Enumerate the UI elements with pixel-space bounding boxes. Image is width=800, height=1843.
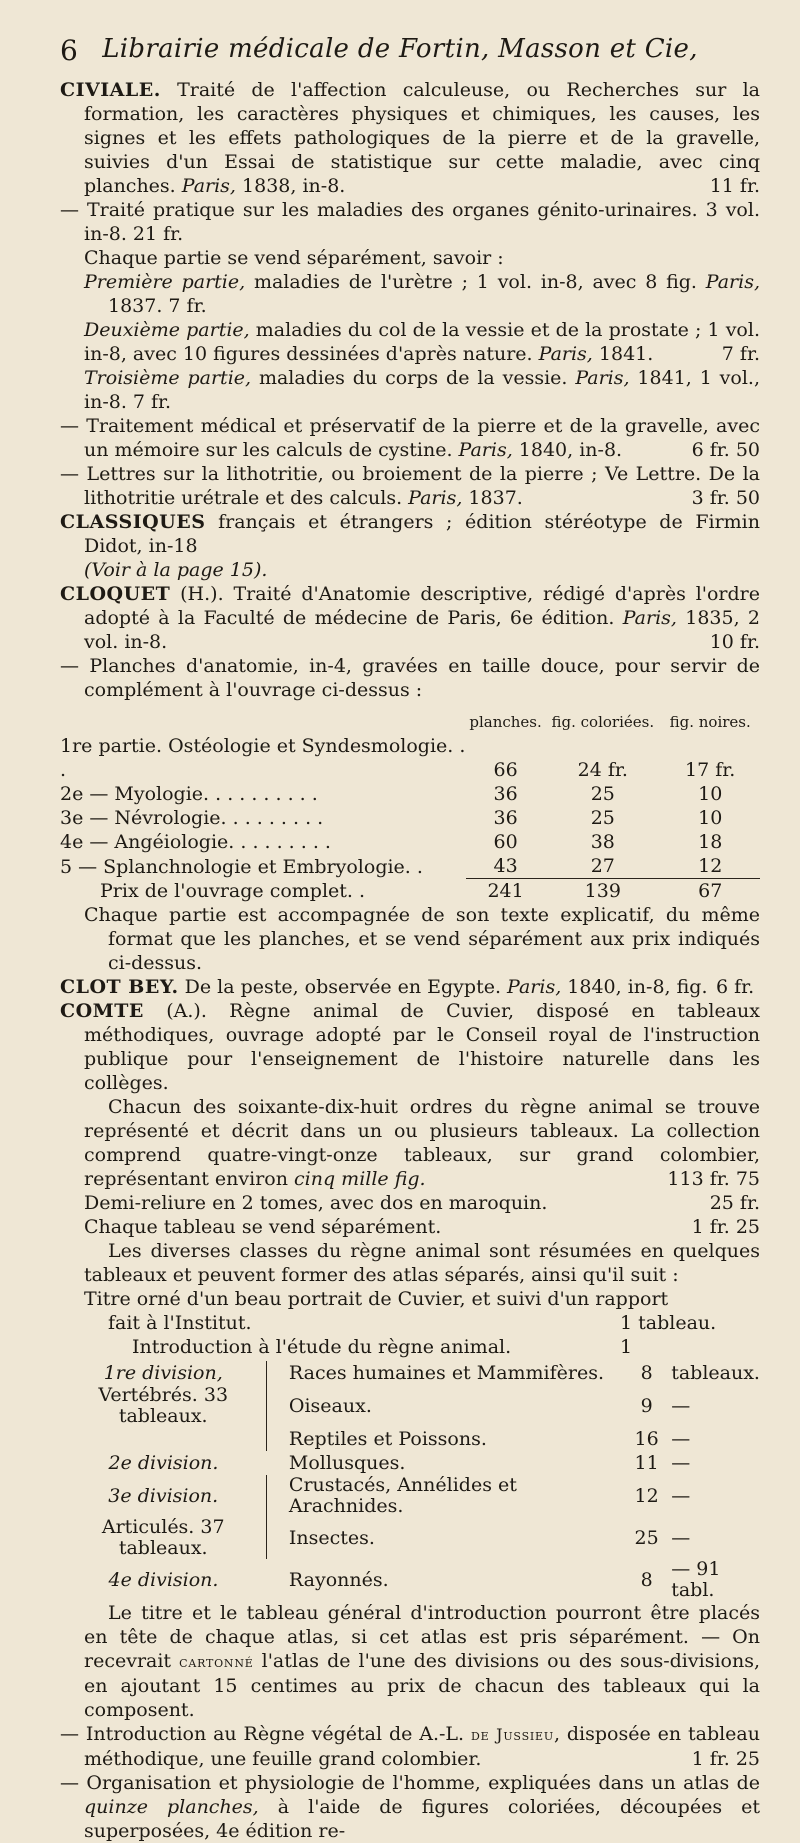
entry-civiale-3: — Traitement médical et préservatif de la pierre et de la gravelle, avec un mémoire sur les calculs de cystine. Paris, 1840, in-8. 6 fr. 50 [60, 415, 760, 461]
table-row: Articulés. 37 tableaux. Insectes. 25 — [101, 1516, 691, 1559]
price: 7 fr. [721, 343, 760, 365]
plates-table [60, 710, 760, 903]
table-header [60, 710, 760, 734]
catalog-body [60, 78, 760, 1843]
running-title: Librairie médicale de Fortin, Masson et Cie, [102, 34, 698, 64]
brace [267, 1475, 283, 1559]
entry-cloquet-2: — Planches d'anatomie, in-4, gravées en taille douce, pour servir de complément à l'ouvrage ci-dessus : [60, 655, 760, 701]
author-name: CIVIALE. [60, 79, 161, 101]
price: 3 fr. 50 [691, 487, 760, 509]
single-sale-line: Chaque tableau se vend séparément. 1 fr. 25 [84, 1216, 760, 1238]
table-row: 4e division. Rayonnés. 8 — 91 tabl. [108, 1558, 721, 1601]
price: 1 fr. 25 [691, 1748, 760, 1770]
table-row: 4e — Angéiologie. . . . . . . . . 60 38 18 [60, 831, 723, 853]
col-header: planches. [469, 713, 542, 731]
price: 6 fr. [715, 976, 755, 998]
table-row: 5 — Splanchnologie et Embryologie. . 43 27 12 [60, 855, 723, 878]
entry-clot-bey: CLOT BEY. De la peste, observée en Egypte. Paris, 1840, in-8, fig. 6 fr. [60, 975, 760, 999]
table-row: 2e — Myologie. . . . . . . . . . 36 25 10 [60, 783, 723, 805]
table-row: Vertébrés. 33 tableaux. Oiseaux. 9 — [98, 1384, 691, 1427]
entry-comte-3: — Organisation et physiologie de l'homme, expliquées dans un atlas de quinze planches, à l'aide de figures coloriées, découpées et superposées, 4e édition re- [60, 1772, 760, 1842]
table-row: 3e — Névrologie. . . . . . . . . 36 25 10 [60, 807, 723, 829]
description: Les diverses classes du règne animal sont résumées en quelques tableaux et peuvent former des atlas séparés, ainsi qu'il suit : [84, 1240, 760, 1286]
table-total-row: Prix de l'ouvrage complet. . 241 139 67 [60, 879, 760, 904]
price: 11 fr. [709, 175, 760, 197]
title-line-2: fait à l'Institut. 1 tableau. [108, 1312, 717, 1334]
divisions-table [60, 1361, 760, 1601]
price: 10 fr. [709, 631, 760, 653]
entry-civiale: CIVIALE. Traité de l'affection calculeuse, ou Recherches sur la formation, les caractères physiques et chimiques, les causes, les signes et les effets pathologiques de la pierre et de la gravelle, suivies d'un Essai de statistique sur cette maladie, avec cinq planches. Paris, 1838, in-8. 11 fr. [60, 79, 760, 197]
entry-comte: COMTE (A.). Règne animal de Cuvier, disposé en tableaux méthodiques, ouvrage adopté par le Conseil royal de l'instruction publique pour l'enseignement de l'histoire naturelle dans les collèges. [60, 1000, 760, 1094]
cross-reference: (Voir à la page 15). [84, 559, 268, 581]
note: Chaque partie est accompagnée de son texte explicatif, du même format que les planches, et se vend séparément aux prix indiqués ci-dessus. [84, 904, 760, 974]
price: 1 fr. 25 [691, 1216, 760, 1238]
brace [267, 1361, 283, 1451]
author-name: COMTE [60, 1000, 144, 1022]
author-name: CLOT BEY. [60, 976, 179, 998]
part-1: Première partie, maladies de l'urètre ; 1 vol. in-8, avec 8 fig. Paris, 1837. 7 fr. [84, 271, 760, 317]
part-2: Deuxième partie, maladies du col de la vessie et de la prostate ; 1 vol. in-8, avec 10 figures dessinées d'après nature. Paris, 1841. 7 fr. [84, 319, 760, 365]
author-name: CLOQUET [60, 583, 171, 605]
note: Chaque partie se vend séparément, savoir : [84, 247, 504, 269]
page-header [0, 30, 800, 70]
binding-line: Demi-reliure en 2 tomes, avec dos en maroquin. 25 fr. [84, 1192, 760, 1214]
entry-classiques: CLASSIQUES français et étrangers ; édition stéréotype de Firmin Didot, in-18 [60, 511, 760, 557]
price: 113 fr. 75 [667, 1168, 760, 1190]
description: Le titre et le tableau général d'introduction pourront être placés en tête de chaque atlas, si cet atlas est pris séparément. — On recevrait cartonné l'atlas de l'une des divisions ou des sous-divisions, en ajoutant 15 centimes au prix de chacun des tableaux qui la composent. [84, 1602, 760, 1721]
col-header: fig. noires. [669, 713, 751, 731]
price: 6 fr. 50 [691, 439, 760, 461]
description: Chacun des soixante-dix-huit ordres du règne animal se trouve représenté et décrit dans un ou plusieurs tableaux. La collection comprend quatre-vingt-onze tableaux, sur grand colombier, représentant environ cinq mille fig. 113 fr. 75 [84, 1096, 760, 1190]
entry-cloquet: CLOQUET (H.). Traité d'Anatomie descriptive, rédigé d'après l'ordre adopté à la Faculté de médecine de Paris, 6e édition. Paris, 1835, 2 vol. in-8. 10 fr. [60, 583, 761, 653]
table-row: 1re partie. Ostéologie et Syndesmologie. . . 66 24 fr. 17 fr. [60, 735, 736, 781]
table-row: 2e division. Mollusques. 11 — [108, 1451, 691, 1474]
author-name: CLASSIQUES [60, 511, 206, 533]
entry-comte-2: — Introduction au Règne végétal de A.-L. de Jussieu, disposée en tableau méthodique, une feuille grand colombier. 1 fr. 25 [60, 1723, 760, 1770]
part-3: Troisième partie, maladies du corps de la vessie. Paris, 1841, 1 vol., in-8. 7 fr. [84, 367, 760, 413]
entry-civiale-4: — Lettres sur la lithotritie, ou broiement de la pierre ; Ve Lettre. De la lithotritie urétrale et des calculs. Paris, 1837. 3 fr. 50 [60, 463, 760, 509]
page-number: 6 [60, 34, 78, 67]
title-line: Titre orné d'un beau portrait de Cuvier, et suivi d'un rapport [84, 1288, 669, 1310]
entry-civiale-2: — Traité pratique sur les maladies des organes génito-urinaires. 3 vol. in-8. 21 fr. [60, 199, 760, 245]
table-row: 3e division. Crustacés, Annélides et Arachnides. 12 — [60, 1475, 760, 1517]
table-row: Reptiles et Poissons. 16 — [288, 1427, 691, 1450]
table-row: 1re division, Races humaines et Mammifères. 8 tableaux. [60, 1361, 760, 1385]
price: 25 fr. [709, 1192, 760, 1214]
col-header: fig. coloriées. [551, 713, 655, 731]
intro-line: Introduction à l'étude du règne animal. 1 [132, 1336, 633, 1358]
